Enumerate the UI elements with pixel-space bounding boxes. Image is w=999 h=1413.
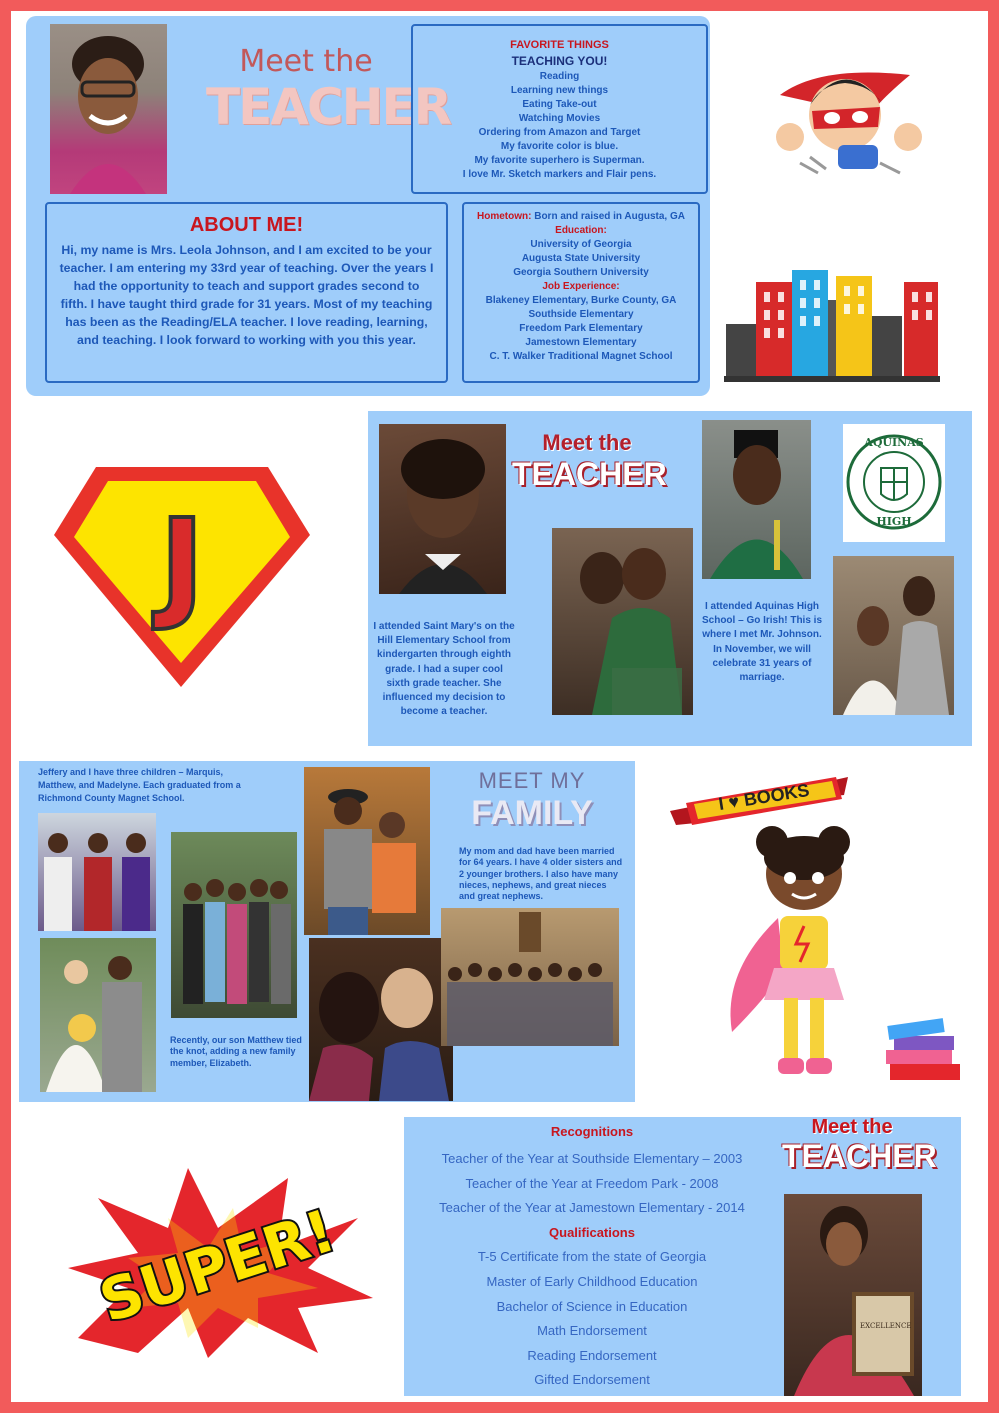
education-item: Georgia Southern University: [513, 267, 649, 278]
meet-the-title: [206, 44, 451, 136]
church-family-photo: [441, 908, 619, 1046]
children-text: Jeffery and I have three children – Marquis, Matthew, and Madelyne. Each graduated from a Richmond County Magnet School.: [38, 767, 241, 803]
education-label: Education:: [555, 225, 607, 236]
superhero-girl-icon: [722, 822, 872, 1084]
job-item: Freedom Park Elementary: [519, 323, 643, 334]
superhero-j-emblem: [52, 467, 312, 689]
son-wedding-photo: [40, 938, 156, 1092]
favorites-subtitle: TEACHING YOU!: [511, 54, 608, 68]
favorite-item: I love Mr. Sketch markers and Flair pens.: [462, 169, 657, 180]
recognitions-meet-title: [782, 1116, 937, 1174]
hometown-line: [464, 210, 698, 224]
meet-my-family-title: [452, 768, 612, 832]
favorite-item: Learning new things: [510, 85, 609, 96]
city-buildings-icon: [724, 268, 940, 384]
favorite-things-box: [411, 24, 708, 194]
about-me-box: [45, 202, 448, 383]
family-word-text: FAMILY: [471, 794, 593, 832]
favorite-item: Eating Take-out: [522, 99, 597, 110]
favorite-item: My favorite color is blue.: [500, 141, 619, 152]
certificate-text: EXCELLENCE: [860, 1322, 912, 1330]
couple-casual-photo: [304, 767, 430, 935]
children-graduation-photo: [38, 813, 156, 931]
job-item: Jamestown Elementary: [525, 337, 637, 348]
school-meet-text: Meet the: [542, 430, 632, 455]
wedding-text: Recently, our son Matthew tied the knot, adding a new family member, Elizabeth.: [170, 1035, 302, 1068]
badge-bottom: HIGH: [876, 515, 912, 528]
school-teacher-text: TEACHER: [512, 456, 667, 492]
parents-kiss-photo: [309, 938, 453, 1101]
qualifications-title: Qualifications: [549, 1224, 635, 1240]
qualification-item: Reading Endorsement: [527, 1347, 657, 1363]
books-banner-text: I ♥ BOOKS: [717, 779, 811, 815]
job-item: Blakeney Elementary, Burke County, GA: [485, 295, 677, 306]
recognition-item: Teacher of the Year at Freedom Park - 2008: [465, 1175, 719, 1191]
book-stack-icon: [882, 1008, 962, 1084]
recognitions-title: Recognitions: [550, 1124, 634, 1139]
recognition-item: Teacher of the Year at Jamestown Elementary - 2014: [439, 1200, 745, 1216]
meet-the-text: Meet the: [239, 44, 373, 79]
award-photo: [784, 1194, 922, 1396]
recognitions-teacher-text: TEACHER: [782, 1138, 937, 1174]
hometown-label: Hometown:: [477, 211, 532, 222]
education-item: University of Georgia: [530, 239, 632, 250]
favorites-title: FAVORITE THINGS: [510, 39, 609, 51]
job-item: C. T. Walker Traditional Magnet School: [489, 351, 673, 362]
recognitions-list: [410, 1123, 774, 1393]
job-item: Southside Elementary: [528, 309, 634, 320]
qualification-item: T-5 Certificate from the state of Georgia: [477, 1249, 707, 1265]
teen-friends-photo: [552, 528, 693, 715]
elementary-school-text: I attended Saint Mary's on the Hill Elementary School from kindergarten through eighth grade. I had a super cool sixth grade teacher. She influenced my decision to become a teacher.: [373, 621, 515, 718]
school-meet-title: [512, 430, 667, 492]
parents-text: My mom and dad have been married for 64 years. I have 4 older sisters and 2 younger brothers. I also have many nieces, nephews, and great nieces and great nephews.: [459, 846, 623, 902]
recognitions-meet-text: Meet the: [811, 1116, 893, 1138]
hometown-value: Born and raised in Augusta, GA: [531, 211, 685, 222]
graduation-photo: [702, 420, 811, 579]
about-me-title: ABOUT ME!: [189, 214, 304, 236]
childhood-photo: [379, 424, 506, 594]
job-label: Job Experience:: [542, 281, 620, 292]
about-me-text: Hi, my name is Mrs. Leola Johnson, and I am excited to be your teacher. I am entering my 33rd year of teaching. Over the years I had the opportunity to teach and support grades second to fifth. I have taught third grade for 31 years. Most of my teaching has been as the Reading/ELA teacher. I love reading, learning, and teaching. I look forward to working with you this year.: [59, 243, 434, 347]
education-item: Augusta State University: [521, 253, 641, 264]
teacher-text: TEACHER: [206, 78, 451, 136]
flying-superhero-icon: [760, 45, 940, 175]
super-burst-text: SUPER!: [91, 1196, 344, 1336]
teacher-portrait-photo: [50, 24, 167, 194]
background-box: [462, 202, 700, 383]
high-school-text: I attended Aquinas High School – Go Irish! This is where I met Mr. Johnson. In November, we will celebrate 31 years of marriage.: [701, 601, 823, 684]
wedding-photo: [833, 556, 954, 715]
badge-name: AQUINAS: [864, 436, 924, 449]
recognition-item: Teacher of the Year at Southside Elementary – 2003: [441, 1151, 743, 1166]
super-burst-icon: [58, 1158, 378, 1358]
qualification-item: Bachelor of Science in Education: [496, 1298, 688, 1314]
favorite-item: Ordering from Amazon and Target: [478, 127, 641, 138]
books-banner: [670, 773, 850, 825]
family-group-photo: [171, 832, 297, 1018]
qualification-item: Master of Early Childhood Education: [486, 1273, 698, 1289]
qualification-item: Gifted Endorsement: [534, 1372, 650, 1388]
qualification-item: Math Endorsement: [537, 1323, 647, 1339]
j-letter: J: [159, 495, 205, 634]
meet-my-text: MEET MY: [478, 768, 586, 793]
favorite-item: My favorite superhero is Superman.: [474, 155, 645, 166]
favorite-item: Watching Movies: [518, 113, 601, 124]
favorite-item: Reading: [539, 71, 580, 82]
aquinas-badge: [843, 424, 945, 542]
